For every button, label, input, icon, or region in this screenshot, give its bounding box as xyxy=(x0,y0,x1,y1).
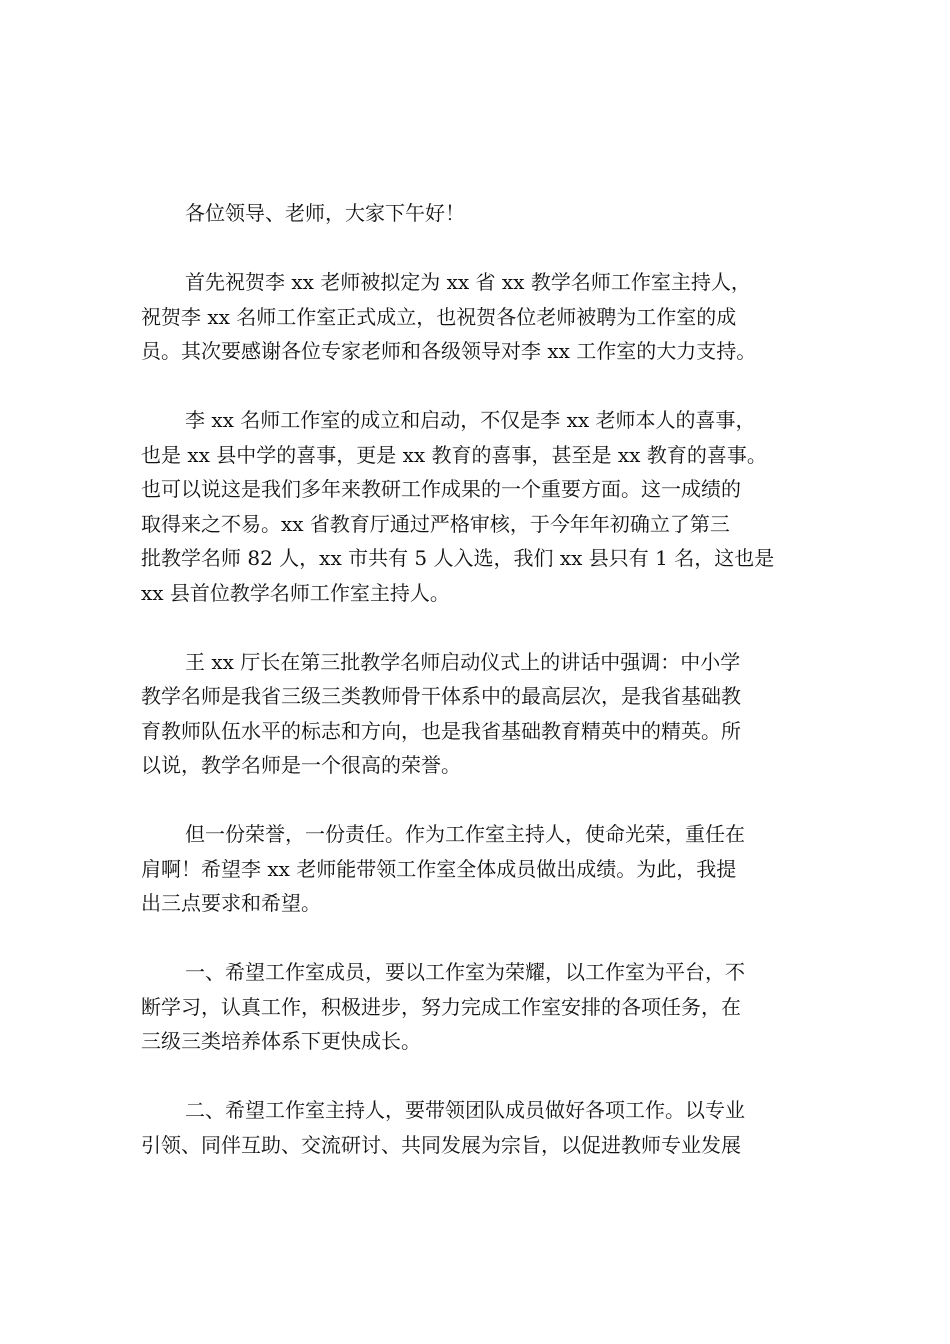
text-line: 二、希望工作室主持人，要带领团队成员做好各项工作。以专业 xyxy=(185,1098,745,1122)
text-line: 王 xx 厅长在第三批教学名师启动仪式上的讲话中强调：中小学 xyxy=(185,649,741,674)
document-body xyxy=(141,196,821,1197)
text-line: 首先祝贺李 xx 老师被拟定为 xx 省 xx 教学名师工作室主持人， xyxy=(185,270,751,294)
text-line: 断学习，认真工作，积极进步，努力完成工作室安排的各项任务，在 xyxy=(141,994,741,1019)
paragraph-requirement-two xyxy=(141,1093,821,1162)
text-line: 育教师队伍水平的标志和方向，也是我省基础教育精英中的精英。所 xyxy=(141,718,741,743)
paragraph-significance xyxy=(141,403,821,610)
paragraph-director-speech xyxy=(141,645,821,783)
text-line: 祝贺李 xx 名师工作室正式成立，也祝贺各位老师被聘为工作室的成 xyxy=(141,304,737,329)
text-line: 出三点要求和希望。 xyxy=(141,891,321,915)
text-line: 也是 xx 县中学的喜事，更是 xx 教育的喜事，甚至是 xx 教育的喜事。 xyxy=(141,442,767,467)
text-line: 教学名师是我省三级三类教师骨干体系中的最高层次，是我省基础教 xyxy=(141,684,741,708)
text-line: 以说，教学名师是一个很高的荣誉。 xyxy=(141,753,461,777)
text-line: 也可以说这是我们多年来教研工作成果的一个重要方面。这一成绩的 xyxy=(141,477,741,501)
text-line: 李 xx 名师工作室的成立和启动，不仅是李 xx 老师本人的喜事， xyxy=(185,408,756,432)
text-line: 引领、同伴互助、交流研讨、共同发展为宗旨，以促进教师专业发展 xyxy=(141,1132,741,1157)
text-line: 各位领导、老师，大家下午好！ xyxy=(185,201,465,225)
text-line: 取得来之不易。xx 省教育厅通过严格审核，于今年年初确立了第三 xyxy=(141,511,730,536)
paragraph-greeting xyxy=(141,196,821,231)
text-line: xx 县首位教学名师工作室主持人。 xyxy=(141,580,450,605)
paragraph-responsibility xyxy=(141,817,821,921)
text-line: 员。其次要感谢各位专家老师和各级领导对李 xx 工作室的大力支持。 xyxy=(141,339,757,363)
text-line: 肩啊！希望李 xx 老师能带领工作室全体成员做出成绩。为此，我提 xyxy=(141,856,737,881)
paragraph-requirement-one xyxy=(141,955,821,1059)
text-line: 但一份荣誉，一份责任。作为工作室主持人，使命光荣，重任在 xyxy=(185,822,745,846)
text-line: 一、希望工作室成员，要以工作室为荣耀，以工作室为平台，不 xyxy=(185,960,745,984)
paragraph-congratulations xyxy=(141,265,821,369)
text-line: 三级三类培养体系下更快成长。 xyxy=(141,1029,421,1053)
text-line: 批教学名师 82 人，xx 市共有 5 人入选，我们 xx 县只有 1 名，这也是 xyxy=(141,546,775,570)
